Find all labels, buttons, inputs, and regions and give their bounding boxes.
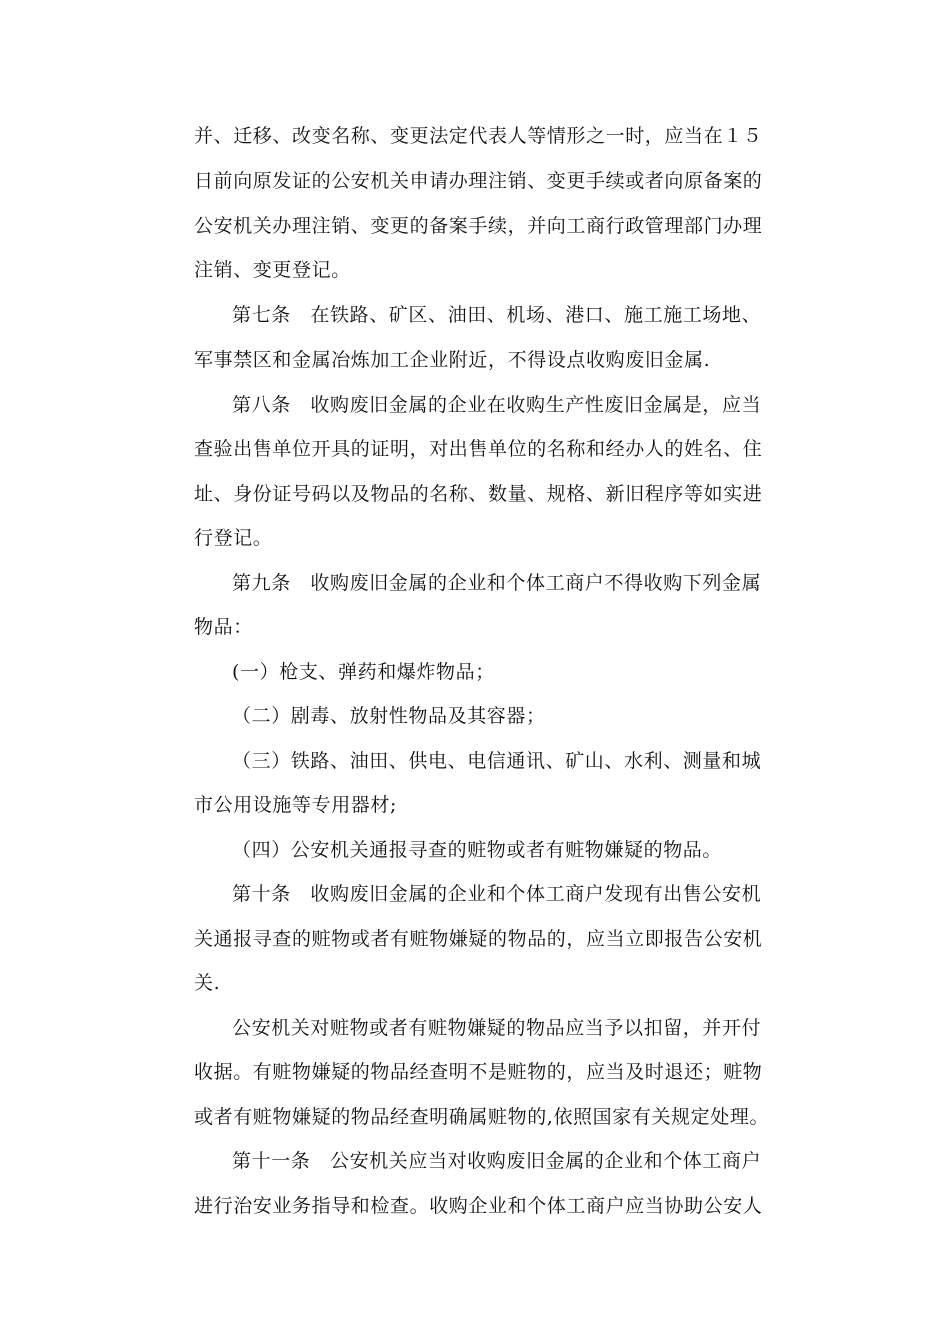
article-7-heading-line: 第七条 在铁路、矿区、油田、机场、港口、施工施工场地、 — [232, 304, 762, 326]
text-line: 物品： — [194, 616, 253, 638]
text-line: 并、迁移、改变名称、变更法定代表人等情形之一时，应当在１５ — [194, 125, 763, 147]
article-8-heading-line: 第八条 收购废旧金属的企业在收购生产性废旧金属是，应当 — [232, 394, 762, 416]
text-line: 或者有赃物嫌疑的物品经查明确属赃物的,依照国家有关规定处理。 — [194, 1106, 770, 1128]
text-line: 日前向原发证的公安机关申请办理注销、变更手续或者向原备案的 — [194, 170, 763, 192]
list-item-2: （二）剧毒、放射性物品及其容器； — [232, 705, 546, 727]
article-9-heading-line: 第九条 收购废旧金属的企业和个体工商户不得收购下列金属 — [232, 572, 762, 594]
text-line: 公安机关办理注销、变更的备案手续，并向工商行政管理部门办理 — [194, 215, 763, 237]
text-line: 收据。有赃物嫌疑的物品经查明不是赃物的，应当及时退还；赃物 — [194, 1061, 763, 1083]
text-line: 查验出售单位开具的证明，对出售单位的名称和经办人的姓名、住 — [194, 438, 763, 460]
text-line: 关通报寻查的赃物或者有赃物嫌疑的物品的，应当立即报告公安机 — [194, 928, 763, 950]
article-10-heading-line: 第十条 收购废旧金属的企业和个体工商户发现有出售公安机 — [232, 883, 762, 905]
article-11-heading-line: 第十一条 公安机关应当对收购废旧金属的企业和个体工商户 — [232, 1150, 762, 1172]
text-line: 址、身份证号码以及物品的名称、数量、规格、新旧程序等如实进 — [194, 483, 763, 505]
text-line: 市公用设施等专用器材; — [194, 794, 398, 816]
text-line: 注销、变更登记。 — [194, 259, 351, 281]
text-line: 军事禁区和金属冶炼加工企业附近，不得设点收购废旧金属. — [194, 349, 711, 371]
list-item-1: (一）枪支、弹药和爆炸物品； — [232, 661, 495, 683]
list-item-3: （三）铁路、油田、供电、电信通讯、矿山、水利、测量和城 — [232, 750, 762, 772]
text-line: 关. — [194, 972, 221, 994]
list-item-4: （四）公安机关通报寻查的赃物或者有赃物嫌疑的物品。 — [232, 839, 723, 861]
text-line: 行登记。 — [194, 527, 273, 549]
paragraph-first-line: 公安机关对赃物或者有赃物嫌疑的物品应当予以扣留，并开付 — [232, 1017, 762, 1039]
text-line: 进行治安业务指导和检查。收购企业和个体工商户应当协助公安人 — [194, 1195, 763, 1217]
